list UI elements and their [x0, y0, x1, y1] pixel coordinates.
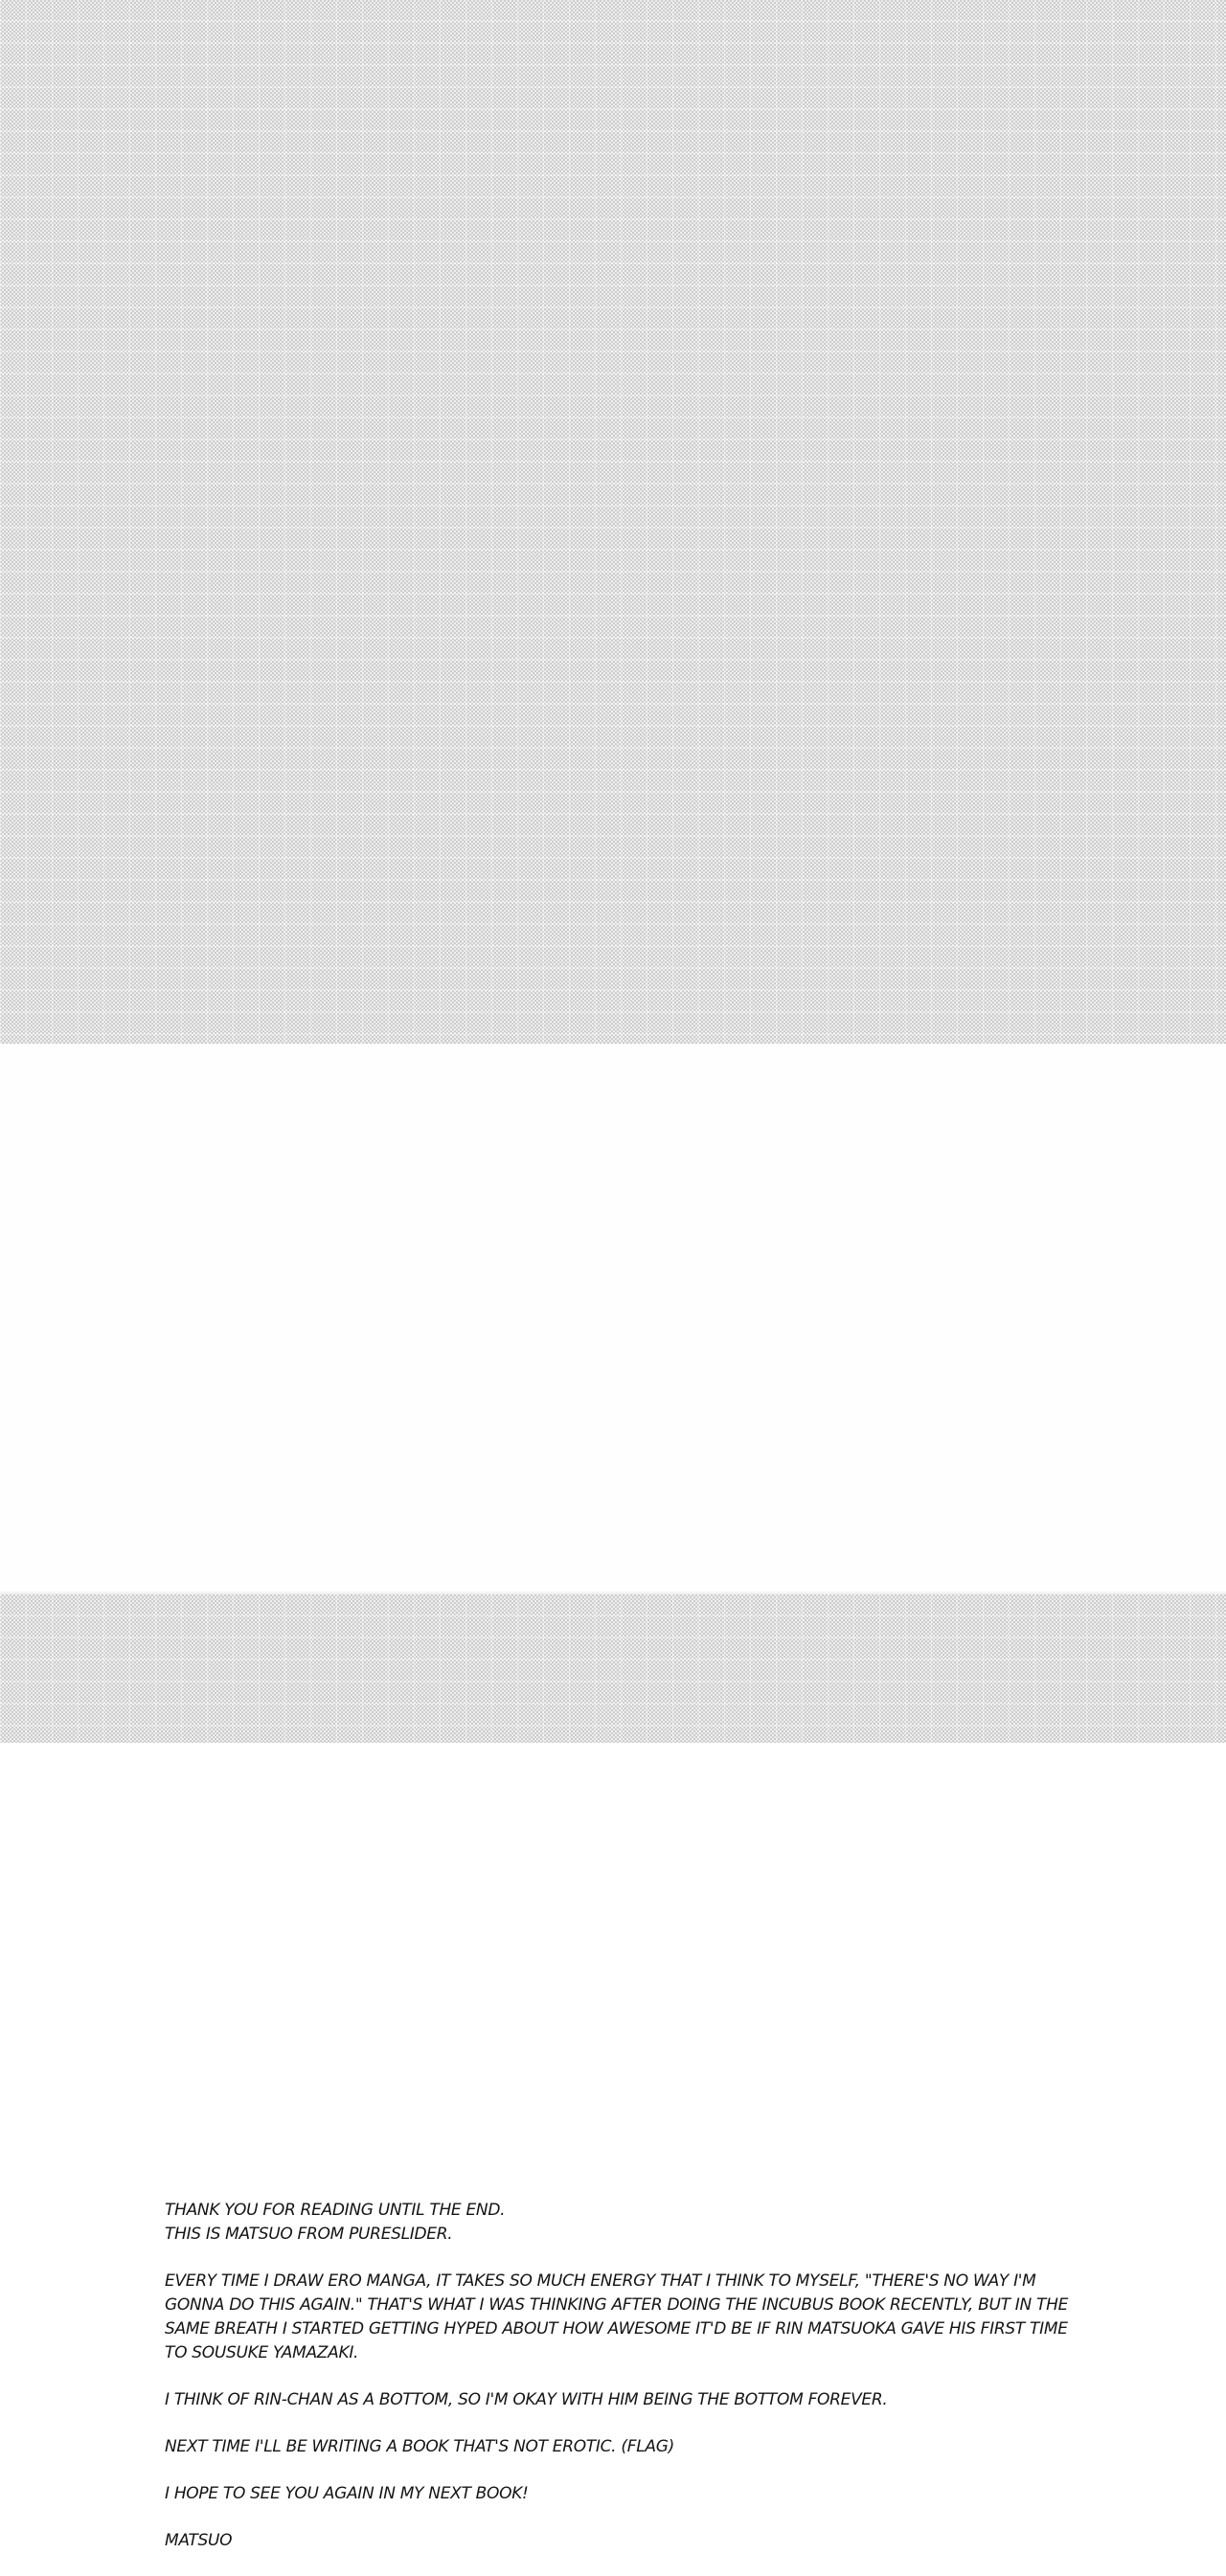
afterword-paragraph-main — [165, 2270, 1218, 2365]
afterword-line: GONNA DO THIS AGAIN." THAT'S WHAT I WAS THINKING AFTER DOING THE INCUBUS BOOK RECENTLY, BUT IN THE — [165, 2295, 1069, 2315]
afterword-line: I THINK OF RIN-CHAN AS A BOTTOM, SO I'M OKAY WITH HIM BEING THE BOTTOM FOREVER. — [165, 2390, 888, 2409]
afterword-line: THIS IS MATSUO FROM PURESLIDER. — [165, 2225, 453, 2244]
afterword-white-band — [0, 1044, 1226, 2550]
afterword-paragraph-rinchan — [165, 2388, 1218, 2412]
afterword-paragraph-greeting — [165, 2199, 1218, 2247]
afterword-line: EVERY TIME I DRAW ERO MANGA, IT TAKES SO MUCH ENERGY THAT I THINK TO MYSELF, "THERE'S NO WAY I'M — [165, 2271, 1036, 2291]
signature-line: MATSUO — [165, 2531, 233, 2550]
afterword-paragraph-hope — [165, 2482, 1218, 2506]
afterword-line: SAME BREATH I STARTED GETTING HYPED ABOUT HOW AWESOME IT'D BE IF RIN MATSUOKA GAVE HIS FIRST TIME — [165, 2319, 1068, 2339]
afterword-paragraph-nexttime — [165, 2435, 1218, 2459]
paper-texture-bottom — [0, 1594, 1226, 1743]
afterword-text-block — [165, 2199, 1218, 2576]
afterword-line: NEXT TIME I'LL BE WRITING A BOOK THAT'S NOT EROTIC. (FLAG) — [165, 2437, 674, 2456]
afterword-signature — [165, 2529, 1218, 2553]
paper-texture-top — [0, 0, 1226, 1044]
afterword-line: I HOPE TO SEE YOU AGAIN IN MY NEXT BOOK! — [165, 2484, 529, 2503]
afterword-line: TO SOUSUKE YAMAZAKI. — [165, 2343, 359, 2362]
afterword-line: THANK YOU FOR READING UNTIL THE END. — [165, 2201, 506, 2220]
